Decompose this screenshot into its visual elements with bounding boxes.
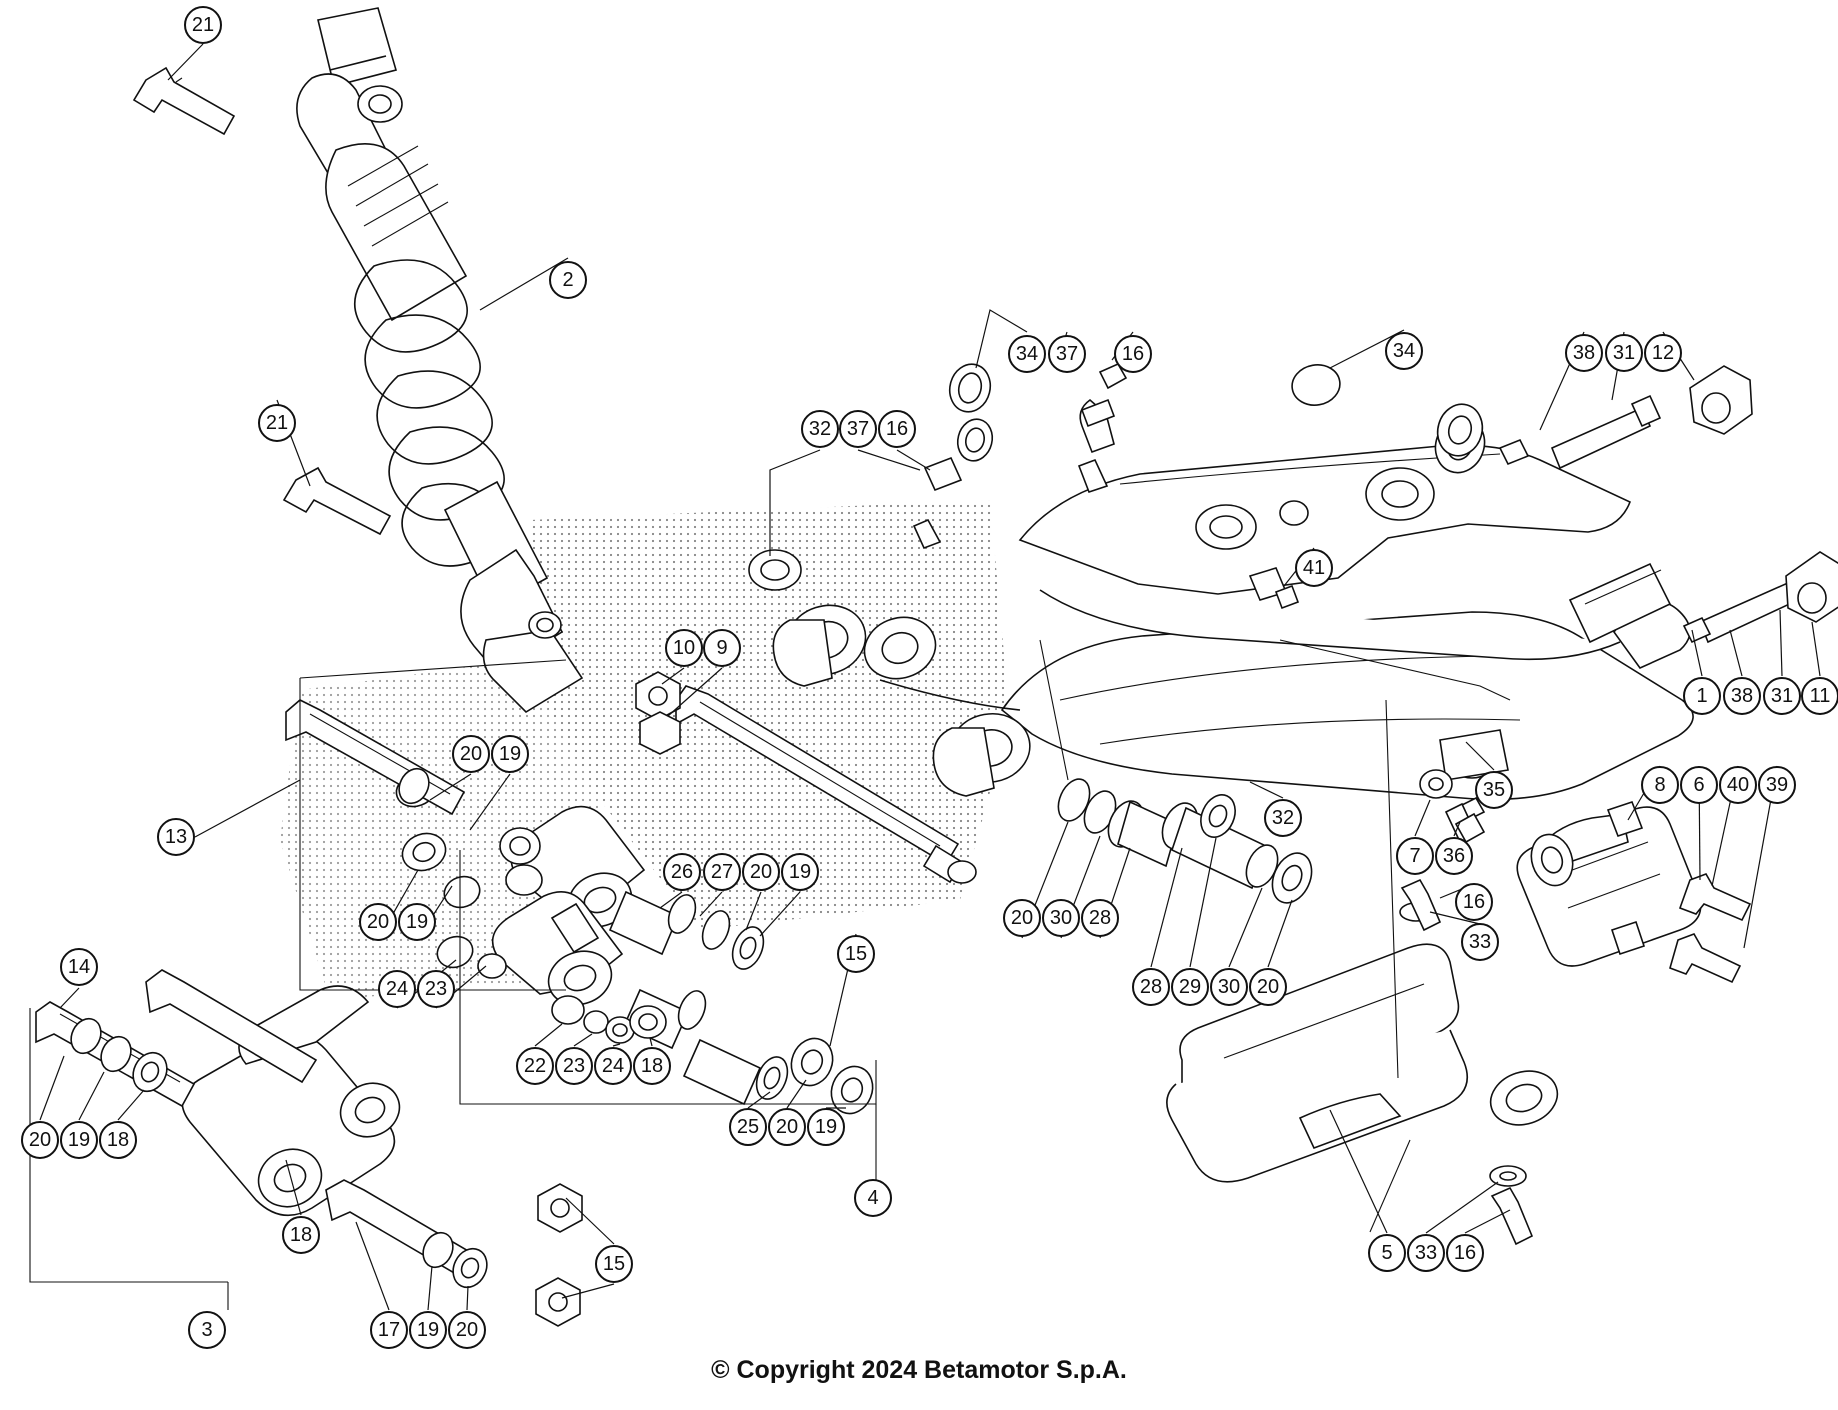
- callout-1[interactable]: 1: [1683, 677, 1721, 715]
- callout-24[interactable]: 24: [378, 970, 416, 1008]
- callout-33[interactable]: 33: [1461, 923, 1499, 961]
- callout-20[interactable]: 20: [1249, 968, 1287, 1006]
- callout-32[interactable]: 32: [801, 410, 839, 448]
- callout-39[interactable]: 39: [1758, 766, 1796, 804]
- callout-18[interactable]: 18: [282, 1216, 320, 1254]
- callout-30[interactable]: 30: [1210, 968, 1248, 1006]
- callout-37[interactable]: 37: [839, 410, 877, 448]
- callout-24[interactable]: 24: [594, 1047, 632, 1085]
- callout-11[interactable]: 11: [1801, 677, 1838, 715]
- callout-20[interactable]: 20: [1003, 899, 1041, 937]
- callout-19[interactable]: 19: [781, 853, 819, 891]
- callout-19[interactable]: 19: [398, 903, 436, 941]
- callout-16[interactable]: 16: [1114, 335, 1152, 373]
- callout-16[interactable]: 16: [878, 410, 916, 448]
- callout-18[interactable]: 18: [633, 1047, 671, 1085]
- callout-13[interactable]: 13: [157, 818, 195, 856]
- callout-2[interactable]: 2: [549, 261, 587, 299]
- callout-28[interactable]: 28: [1081, 899, 1119, 937]
- callout-3[interactable]: 3: [188, 1311, 226, 1349]
- callout-25[interactable]: 25: [729, 1108, 767, 1146]
- callout-22[interactable]: 22: [516, 1047, 554, 1085]
- callout-27[interactable]: 27: [703, 853, 741, 891]
- callout-9[interactable]: 9: [703, 629, 741, 667]
- callout-20[interactable]: 20: [452, 735, 490, 773]
- callout-16[interactable]: 16: [1446, 1234, 1484, 1272]
- callout-7[interactable]: 7: [1396, 837, 1434, 875]
- callout-30[interactable]: 30: [1042, 899, 1080, 937]
- callout-23[interactable]: 23: [417, 970, 455, 1008]
- callout-28[interactable]: 28: [1132, 968, 1170, 1006]
- callout-38[interactable]: 38: [1723, 677, 1761, 715]
- callout-19[interactable]: 19: [807, 1108, 845, 1146]
- callout-5[interactable]: 5: [1368, 1234, 1406, 1272]
- callout-17[interactable]: 17: [370, 1311, 408, 1349]
- callout-35[interactable]: 35: [1475, 771, 1513, 809]
- callout-21[interactable]: 21: [184, 6, 222, 44]
- callout-21[interactable]: 21: [258, 404, 296, 442]
- callout-15[interactable]: 15: [837, 935, 875, 973]
- callout-14[interactable]: 14: [60, 948, 98, 986]
- callout-34[interactable]: 34: [1008, 335, 1046, 373]
- callout-29[interactable]: 29: [1171, 968, 1209, 1006]
- bearing-cluster-art: [1052, 774, 1319, 909]
- callout-15[interactable]: 15: [595, 1245, 633, 1283]
- callout-38[interactable]: 38: [1565, 334, 1603, 372]
- callout-6[interactable]: 6: [1680, 766, 1718, 804]
- callout-33[interactable]: 33: [1407, 1234, 1445, 1272]
- shock-absorber-art: [134, 8, 582, 712]
- callout-23[interactable]: 23: [555, 1047, 593, 1085]
- callout-20[interactable]: 20: [768, 1108, 806, 1146]
- callout-26[interactable]: 26: [663, 853, 701, 891]
- callout-20[interactable]: 20: [742, 853, 780, 891]
- callout-32[interactable]: 32: [1264, 799, 1302, 837]
- callout-20[interactable]: 20: [21, 1121, 59, 1159]
- callout-8[interactable]: 8: [1641, 766, 1679, 804]
- callout-19[interactable]: 19: [60, 1121, 98, 1159]
- callout-4[interactable]: 4: [854, 1179, 892, 1217]
- callout-20[interactable]: 20: [448, 1311, 486, 1349]
- callout-41[interactable]: 41: [1295, 549, 1333, 587]
- copyright-notice: © Copyright 2024 Betamotor S.p.A.: [711, 1356, 1127, 1384]
- callout-20[interactable]: 20: [359, 903, 397, 941]
- callout-31[interactable]: 31: [1763, 677, 1801, 715]
- callout-40[interactable]: 40: [1719, 766, 1757, 804]
- callout-19[interactable]: 19: [491, 735, 529, 773]
- callout-31[interactable]: 31: [1605, 334, 1643, 372]
- callout-37[interactable]: 37: [1048, 335, 1086, 373]
- callout-10[interactable]: 10: [665, 629, 703, 667]
- callout-12[interactable]: 12: [1644, 334, 1682, 372]
- callout-19[interactable]: 19: [409, 1311, 447, 1349]
- callout-36[interactable]: 36: [1435, 837, 1473, 875]
- callout-34[interactable]: 34: [1385, 332, 1423, 370]
- callout-16[interactable]: 16: [1455, 883, 1493, 921]
- chain-guard-art: [1517, 802, 1750, 982]
- callout-18[interactable]: 18: [99, 1121, 137, 1159]
